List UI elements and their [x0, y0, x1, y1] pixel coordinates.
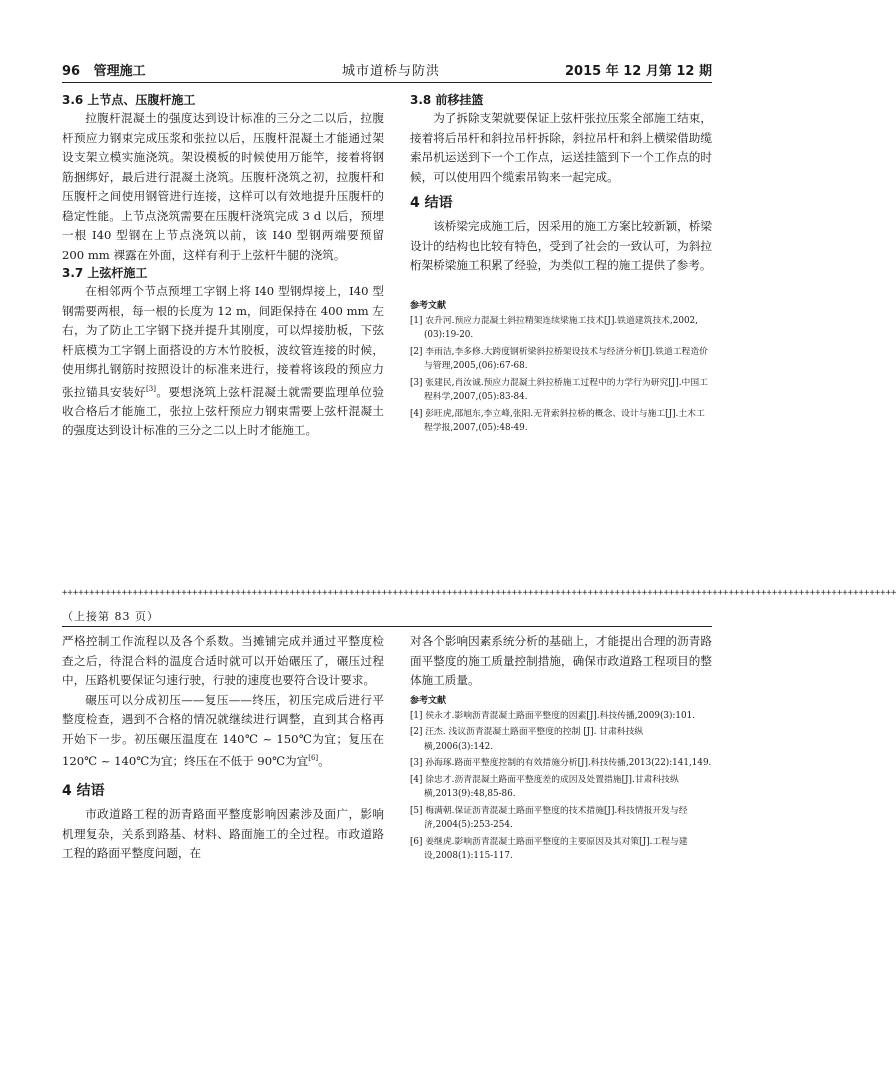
header-rule [62, 82, 712, 83]
reference-list [410, 709, 712, 864]
page-number-section [62, 60, 146, 79]
reference-item: [3] 孙海琢.路面平整度控制的有效措施分析[J].科技传播,2013(22):141,149. [410, 758, 712, 768]
citation: [6] [308, 754, 319, 762]
reference-item: [1] 农升河.预应力混凝土斜拉精架连续梁施工技术[J].铁道建筑技术,2002,(03):19-20. [410, 315, 698, 340]
body-paragraph: 碾压可以分成初压——复压——终压，初压完成后进行平整度检查，遇到不合格的情况就继续进行调整，直到其合格再开始下一步。初压碾压温度在 140℃ ~ 150℃为宜；复压在 120℃ ~ 140℃为宜；终压在不低于 90℃为宜[6]。 [62, 692, 384, 768]
body-paragraph: 该桥梁完成施工后，因采用的施工方案比较新颖，桥梁设计的结构也比较有特色，受到了社会的一致认可，为斜拉桁架桥梁施工积累了经验，为类似工程的施工提供了参考。 [410, 219, 712, 272]
body-paragraph: 对各个影响因素系统分析的基础上，才能提出合理的沥青路面平整度的施工质量控制措施，确保市政道路工程项目的整体施工质量。 [410, 634, 712, 687]
lower-right-column [410, 632, 712, 866]
article-separator: ++++++++++++++++++++++++++++++++++++++++++++++++++++++++++++++++++++++++++++++++++++++++++++++++++++++++++++++++++++++++++++++++++++++++++++++++++++++++++ [62, 588, 896, 598]
section-heading: 3.6 上节点、压腹杆施工 [62, 93, 196, 107]
continued-note: （上接第 83 页） [62, 610, 159, 623]
issue-info: 2015 年 12 月第 12 期 [565, 64, 712, 79]
section-name: 管理施工 [93, 64, 146, 79]
references-heading: 参考文献 [410, 300, 447, 311]
reference-item: [5] 梅满朝.保证沥青混凝土路面平整度的技术措施[J].科技情报开发与经济,2004(5):253-254. [410, 805, 688, 830]
reference-item: [1] 侯永才.影响沥青混凝土路面平整度的因素[J].科技传播,2009(3):101. [410, 710, 695, 721]
conclusion-heading: 4 结语 [410, 195, 453, 211]
page-header [62, 60, 712, 78]
lower-left-column [62, 632, 384, 864]
references-heading: 参考文献 [410, 695, 447, 706]
citation: [3] [146, 384, 156, 393]
reference-item: [2] 汪杰. 浅议沥青混凝土路面平整度的控制 [J]. 甘肃科技纵横,2006(3):142. [410, 727, 644, 752]
reference-list [410, 314, 712, 436]
upper-left-column [62, 92, 384, 441]
reference-item: [6] 姜继虎.影响沥青混凝土路面平整度的主要原因及其对策[J].工程与建设,2008(1):115-117. [410, 836, 688, 861]
reference-item: [2] 李雨洁,李多修.大跨度钢析梁斜拉桥架设技术与经济分析[J].铁道工程造价与管理,2005,(06):67-68. [410, 346, 708, 371]
reference-item: [4] 徐忠才.沥青混凝土路面平整度差的成因及处置措施[J].甘肃科技纵横,2013(9):48,85-86. [410, 774, 679, 799]
reference-item: [4] 彭旺虎,邵旭东,李立峰,张阳.无背索斜拉桥的概念、设计与施工[J].土木工程学报,2007,(05):48-49. [410, 408, 705, 433]
journal-name: 城市道桥与防洪 [342, 64, 441, 79]
body-paragraph: 市政道路工程的沥青路面平整度影响因素涉及面广，影响机理复杂，关系到路基、材料、路面施工的全过程。市政道路工程的路面平整度问题，在 [62, 807, 384, 861]
body-paragraph: 严格控制工作流程以及各个系数。当摊铺完成并通过平整度检查之后，待混合料的温度合适时就可以开始碾压了，碾压过程中，压路机要保证匀速行驶，行驶的速度也要符合设计要求。 [62, 634, 384, 687]
upper-right-column [410, 92, 712, 438]
body-paragraph: 在相邻两个节点预埋工字钢上将 I40 型钢焊接上，I40 型钢需要两根，每一根的长度为 12 m，间距保持在 400 mm 左右，为了防止工字钢下挠并提升其刚度，可以焊接肋板，下弦杆底模为工字钢上面搭设的方木竹胶板，波纹管连接的时候，使用绑扎钢筋时按照设计的标准来进行，接着将该段的预应力张拉锚具安装好[3]。要想浇筑上弦杆混凝土就需要监理单位验收合格后才能施工，张拉上弦杆预应力钢束需要上弦杆混凝土的强度达到设计标准的三分之二以上时才能施工。 [62, 284, 384, 438]
body-paragraph: 拉腹杆混凝土的强度达到设计标准的三分之二以后，拉腹杆预应力钢束完成压浆和张拉以后，压腹杆混凝土才能通过架设支架立模实施浇筑。架设模板的时候使用万能竿，接着将钢筋捆绑好，最后进行混凝土浇筑。压腹杆浇筑之初，拉腹杆和压腹杆之间使用钢管进行连接，这样可以有效地提升压腹杆的稳定性能。上节点浇筑需要在压腹杆浇筑完成 3 d 以后，预埋一根 I40 型钢在上节点浇筑以前，该 I40 型钢两端要预留 200 mm 裸露在外面，这样有利于上弦杆牛腿的浇筑。 [62, 111, 384, 262]
reference-item: [3] 张建民,肖汝诚.预应力混凝土斜拉桥施工过程中的力学行为研究[J].中国工程科学,2007,(05):83-84. [410, 377, 708, 402]
body-paragraph: 为了拆除支架就要保证上弦杆张拉压浆全部施工结束，接着将后吊杆和斜拉吊杆拆除，斜拉吊杆和斜上横梁借助缆索吊机运送到下一个工作点，运送挂篮到下一个工作点的时候，可以使用四个缆索吊钩来一起完成。 [410, 111, 712, 184]
section-heading: 3.7 上弦杆施工 [62, 266, 148, 280]
conclusion-heading: 4 结语 [62, 783, 105, 800]
page-number: 96 [62, 64, 81, 79]
section-heading: 3.8 前移挂篮 [410, 93, 484, 107]
continued-rule [62, 626, 712, 627]
